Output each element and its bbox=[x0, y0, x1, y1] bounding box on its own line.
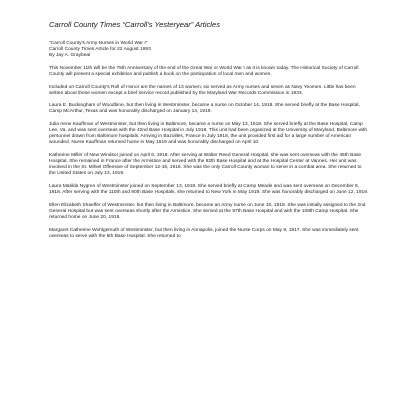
article-headline: “Carroll County's Army Nurses in World War I” bbox=[49, 41, 148, 46]
article-meta bbox=[49, 41, 369, 59]
page-title: Carroll County Times “Carroll's Yesteryear” Articles bbox=[49, 20, 221, 29]
paragraph-nygren: Laura Matilda Nygren of Westminster joined on September 13, 1918. She served briefly at Camp Meade and was sent overseas on December 6, 1918. After serving with the 110th and 90th Base Hospitals, she returned to New York in May 1919. She was honorably discharged on June 12, 1919. bbox=[49, 184, 369, 196]
paragraph-shaeffer: Ellen Elizabeth Shaeffer of Westminster, but then living in Baltimore, became an Army nurse on June 10, 1918. She was initially assigned to the 2nd General Hospital but was sent overseas shortly after the Armistice. She served at the 97th Base Hospital and with the 108th Camp Hospital. She returned home on June 20, 1918. bbox=[49, 202, 366, 221]
paragraph-buckingham: Laura E. Buckingham of Woodbine, but then living in Westminster, became a nurse on October 14, 1918. She served briefly at the Base Hospital, Camp McArthur, Texas and was honorably discharged on January 14, 1919. bbox=[49, 103, 360, 115]
paragraph-roll-of-honor: Included on Carroll County's Roll of Honor are the names of 13 women; six served as Army nurses and seven as Navy Yeomen. Little has been written about these women except a brief service record published by the Maryland War Records Commission in 1933. bbox=[49, 84, 356, 96]
article-page bbox=[49, 20, 369, 246]
article-date: Carroll County Times Article for 22 August 1993 bbox=[49, 47, 151, 53]
paragraph-miller: Katherine Miller of New Windsor joined on April 6, 1918. After serving at Walter Reed General Hospital, she was sent overseas with the 45th Base Hospital. She remained in France after the Armistice and served with the 82th Base Hospital and at the Hospital Center at Vannes. Her unit was involved in the St. Mihiel Offensive of September 12-16, 1918. She was the only Carroll County woman to serve in a combat area. She returned to the United States on July 13, 1919. bbox=[49, 152, 362, 177]
paragraph-wohlgemuth: Margaret Catherine Wohlgemuth of Westminster, but then living in Annapolis, joined the Nurse Corps on May 8, 1917. She was immediately sent overseas to serve with the 5th Base Hospital. She returned to bbox=[49, 227, 359, 239]
article-byline: By Jay A. Graybeal bbox=[49, 53, 91, 59]
paragraph-kauffman: Julia Irene Kauffman of Westminster, but then living in Baltimore, became a nurse on May 13, 1918. She served briefly at the Base Hospital, Camp Lee, Va. and was sent overseas with the 42nd Base Hospital in July 1918. This unit had been organized at the University of Maryland, Baltimore with personnel drawn from Baltimore hospitals. Arriving in Bazoilles, France in July 1918, the unit provided first aid for a large number of American wounded. Nurse Kauffman returned home in May 1919 and was honorably discharged on April 10. bbox=[49, 121, 368, 146]
paragraph-intro: This November 11th will be the 75th Anniversary of the end of the Great War or World War I as it is known today. The Historical Society of Carroll County will present a special exhibition and publish a book on the participation of local men and women. bbox=[49, 65, 359, 78]
